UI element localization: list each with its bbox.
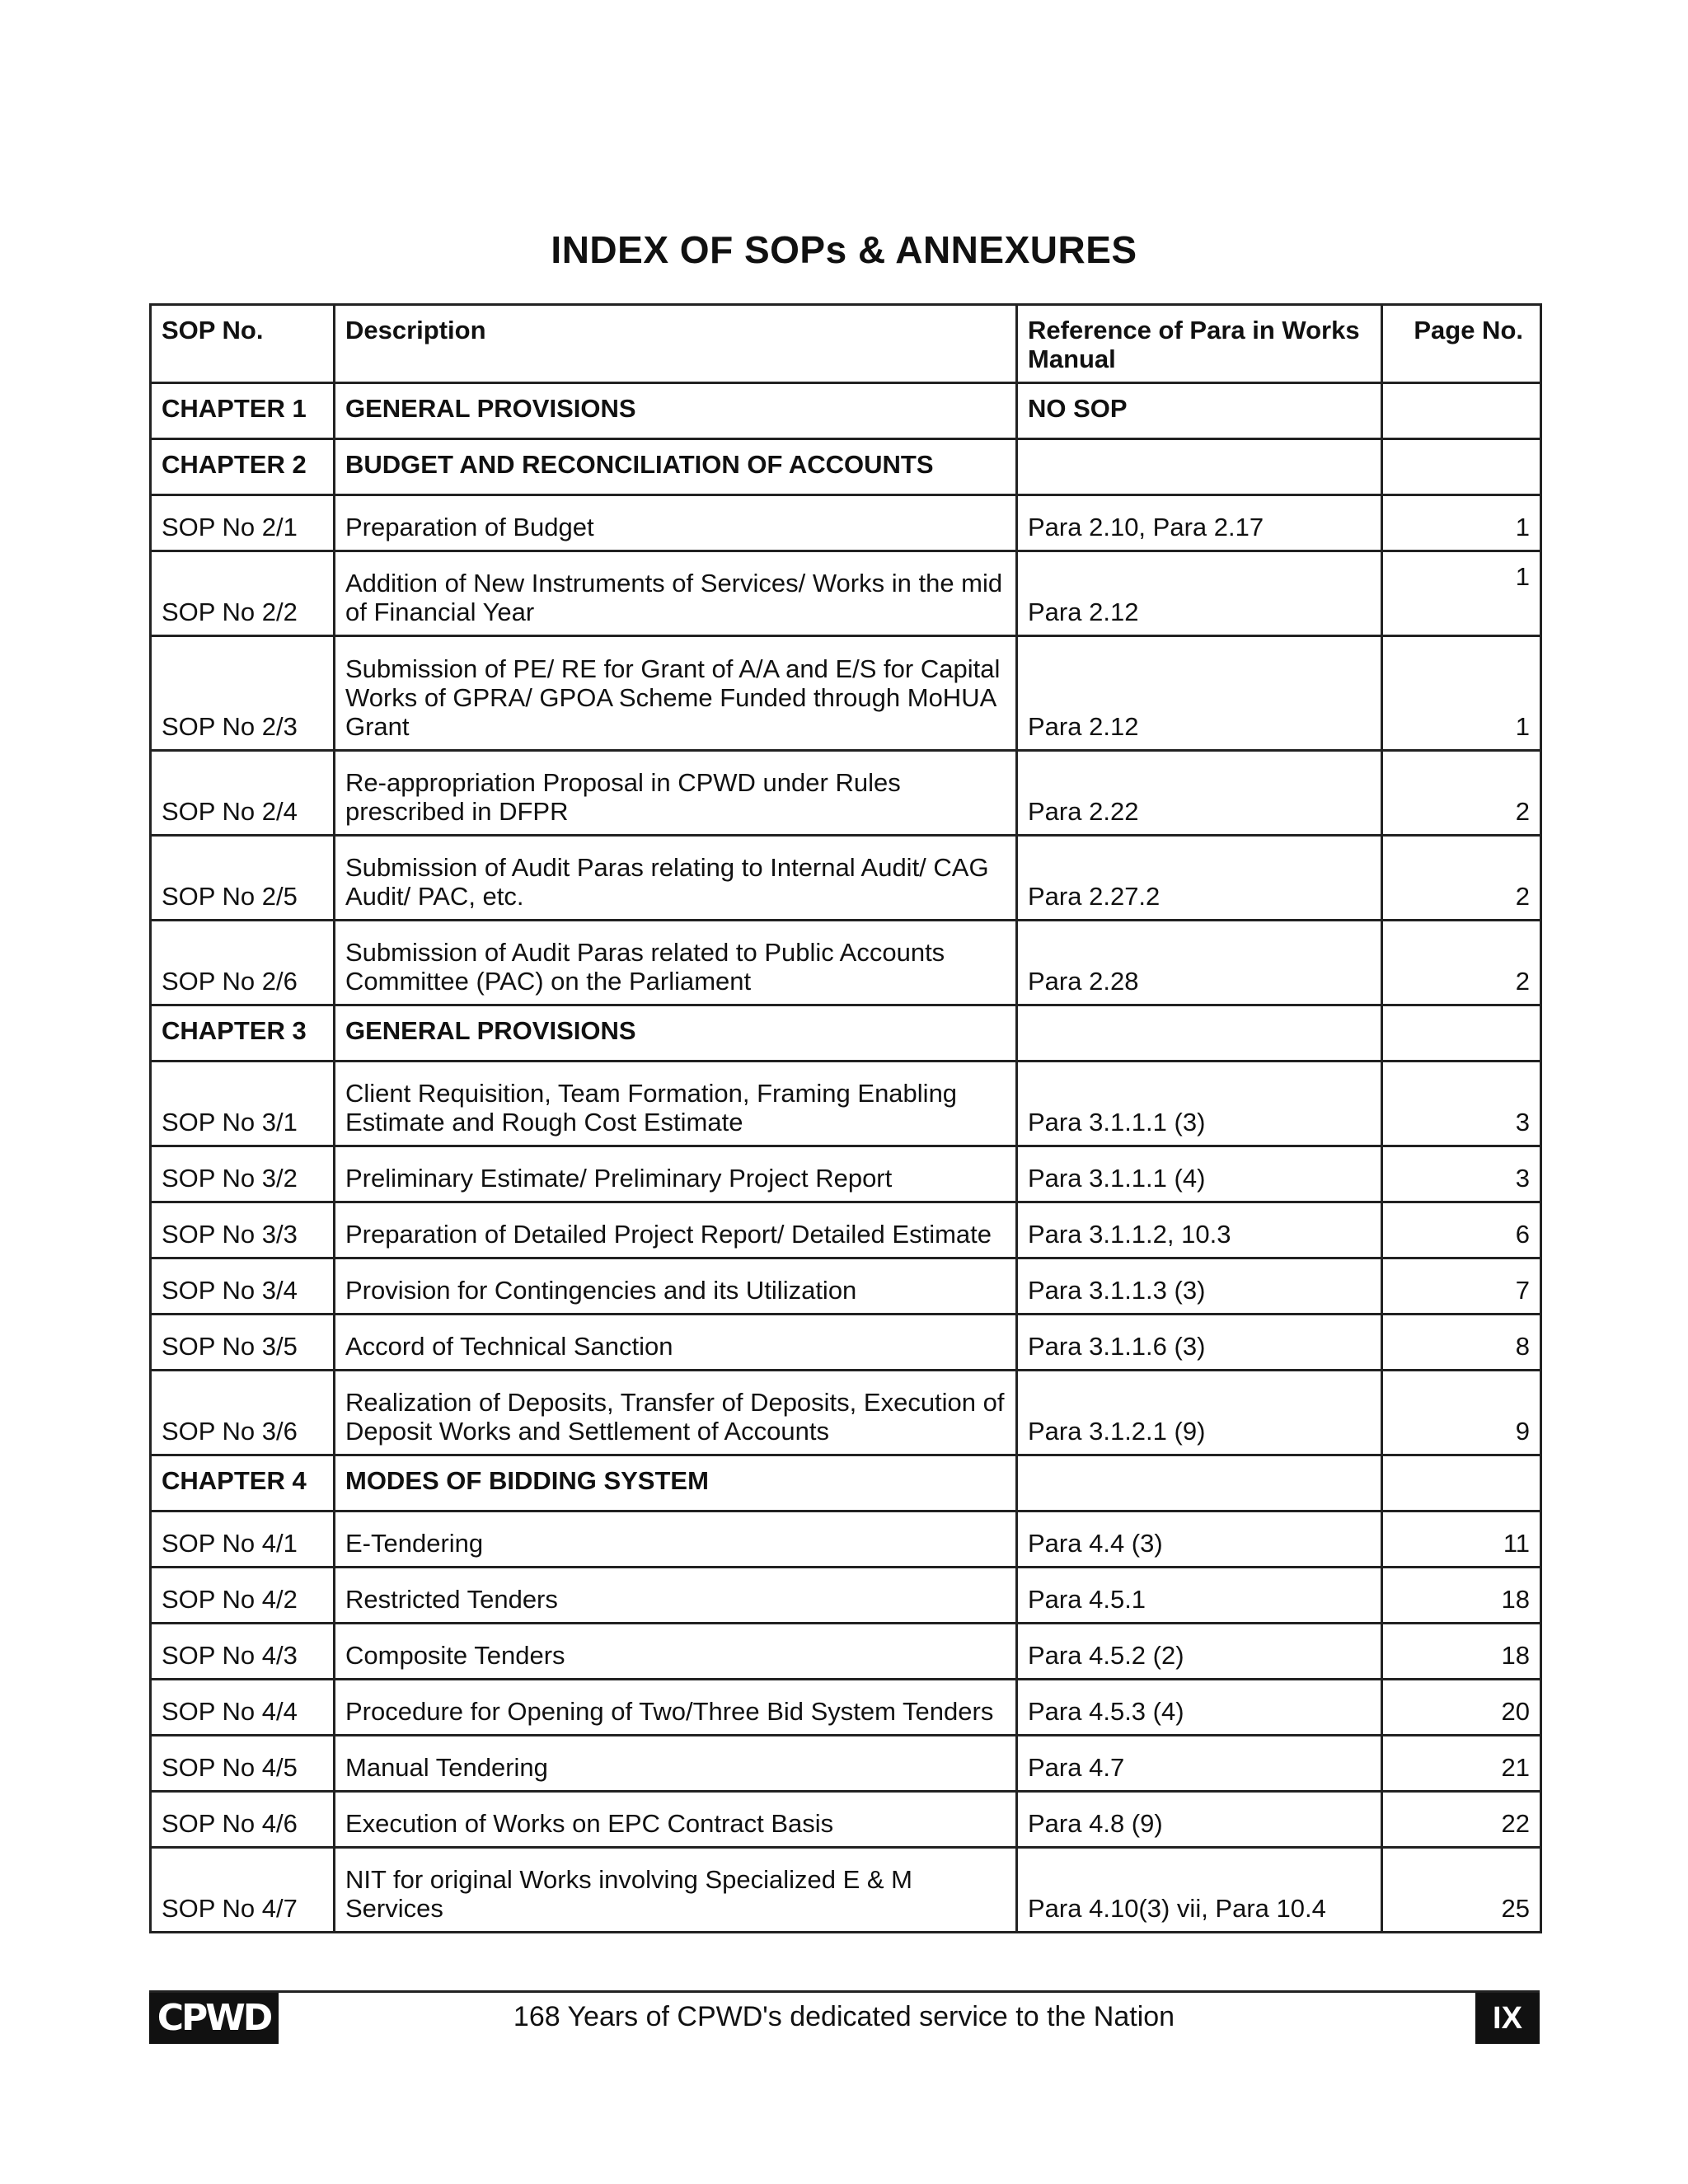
chapter-title: BUDGET AND RECONCILIATION OF ACCOUNTS	[335, 439, 1017, 495]
header-para-reference: Reference of Para in Works Manual	[1017, 305, 1382, 383]
sop-number: SOP No 3/3	[151, 1202, 335, 1258]
sop-description: Composite Tenders	[335, 1624, 1017, 1680]
para-reference: Para 4.5.3 (4)	[1017, 1680, 1382, 1736]
sop-description: Execution of Works on EPC Contract Basis	[335, 1792, 1017, 1848]
page-number: 9	[1382, 1371, 1541, 1455]
chapter-reference: NO SOP	[1017, 383, 1382, 439]
sop-number: SOP No 4/4	[151, 1680, 335, 1736]
sop-description: Submission of Audit Paras relating to Internal Audit/ CAG Audit/ PAC, etc.	[335, 836, 1017, 921]
page-number-badge: IX	[1475, 1993, 1540, 2044]
page-number: 18	[1382, 1568, 1541, 1624]
para-reference: Para 4.7	[1017, 1736, 1382, 1792]
table-row	[151, 921, 1541, 1005]
para-reference: Para 3.1.1.1 (3)	[1017, 1062, 1382, 1146]
chapter-row	[151, 439, 1541, 495]
cpwd-logo-text: CPWD	[157, 1997, 271, 2039]
sop-description: NIT for original Works involving Specialized E & M Services	[335, 1848, 1017, 1933]
sop-number: SOP No 3/5	[151, 1315, 335, 1371]
sop-number: SOP No 2/6	[151, 921, 335, 1005]
table-row	[151, 1624, 1541, 1680]
chapter-row	[151, 1005, 1541, 1062]
table-row	[151, 1371, 1541, 1455]
page-number: 3	[1382, 1062, 1541, 1146]
sop-number: SOP No 3/4	[151, 1258, 335, 1315]
footer-divider	[149, 1990, 1540, 1993]
table-row	[151, 751, 1541, 836]
header-description: Description	[335, 305, 1017, 383]
chapter-page	[1382, 383, 1541, 439]
chapter-number: CHAPTER 2	[151, 439, 335, 495]
page-number: 18	[1382, 1624, 1541, 1680]
table-row	[151, 1202, 1541, 1258]
table-row	[151, 495, 1541, 551]
para-reference: Para 4.10(3) vii, Para 10.4	[1017, 1848, 1382, 1933]
table-row	[151, 1848, 1541, 1933]
sop-number: SOP No 3/1	[151, 1062, 335, 1146]
page-number: 2	[1382, 751, 1541, 836]
sop-description: Provision for Contingencies and its Utilization	[335, 1258, 1017, 1315]
para-reference: Para 2.10, Para 2.17	[1017, 495, 1382, 551]
para-reference: Para 3.1.1.1 (4)	[1017, 1146, 1382, 1202]
table-row	[151, 636, 1541, 751]
page-number: 21	[1382, 1736, 1541, 1792]
para-reference: Para 2.12	[1017, 551, 1382, 636]
sop-description: Restricted Tenders	[335, 1568, 1017, 1624]
sop-number: SOP No 3/2	[151, 1146, 335, 1202]
para-reference: Para 2.22	[1017, 751, 1382, 836]
sop-description: Preparation of Budget	[335, 495, 1017, 551]
sop-number: SOP No 3/6	[151, 1371, 335, 1455]
sop-number: SOP No 2/3	[151, 636, 335, 751]
sop-index-table	[149, 303, 1542, 1933]
chapter-reference	[1017, 1455, 1382, 1511]
para-reference: Para 4.8 (9)	[1017, 1792, 1382, 1848]
page-number: 11	[1382, 1511, 1541, 1568]
table-row	[151, 1062, 1541, 1146]
chapter-title: MODES OF BIDDING SYSTEM	[335, 1455, 1017, 1511]
para-reference: Para 3.1.2.1 (9)	[1017, 1371, 1382, 1455]
sop-number: SOP No 2/1	[151, 495, 335, 551]
sop-description: Accord of Technical Sanction	[335, 1315, 1017, 1371]
sop-number: SOP No 4/6	[151, 1792, 335, 1848]
footer-tagline: 168 Years of CPWD's dedicated service to the Nation	[513, 2001, 1175, 2032]
sop-description: Procedure for Opening of Two/Three Bid System Tenders	[335, 1680, 1017, 1736]
para-reference: Para 4.5.2 (2)	[1017, 1624, 1382, 1680]
para-reference: Para 3.1.1.6 (3)	[1017, 1315, 1382, 1371]
para-reference: Para 2.28	[1017, 921, 1382, 1005]
table-row	[151, 1315, 1541, 1371]
page-number: 20	[1382, 1680, 1541, 1736]
sop-description: Submission of PE/ RE for Grant of A/A and E/S for Capital Works of GPRA/ GPOA Scheme Funded through MoHUA Grant	[335, 636, 1017, 751]
chapter-page	[1382, 439, 1541, 495]
para-reference: Para 3.1.1.2, 10.3	[1017, 1202, 1382, 1258]
page-number: 1	[1382, 551, 1541, 636]
table-row	[151, 1511, 1541, 1568]
sop-description: Submission of Audit Paras related to Public Accounts Committee (PAC) on the Parliament	[335, 921, 1017, 1005]
page-number: 25	[1382, 1848, 1541, 1933]
para-reference: Para 4.4 (3)	[1017, 1511, 1382, 1568]
table-row	[151, 1736, 1541, 1792]
table-row	[151, 1792, 1541, 1848]
chapter-number: CHAPTER 1	[151, 383, 335, 439]
chapter-title: GENERAL PROVISIONS	[335, 383, 1017, 439]
chapter-reference	[1017, 1005, 1382, 1062]
chapter-reference	[1017, 439, 1382, 495]
para-reference: Para 3.1.1.3 (3)	[1017, 1258, 1382, 1315]
sop-number: SOP No 4/2	[151, 1568, 335, 1624]
table-row	[151, 836, 1541, 921]
page-number: 1	[1382, 636, 1541, 751]
para-reference: Para 2.12	[1017, 636, 1382, 751]
chapter-number: CHAPTER 3	[151, 1005, 335, 1062]
page-number: 1	[1382, 495, 1541, 551]
sop-number: SOP No 2/4	[151, 751, 335, 836]
table-row	[151, 1146, 1541, 1202]
para-reference: Para 2.27.2	[1017, 836, 1382, 921]
chapter-row	[151, 1455, 1541, 1511]
sop-description: Re-appropriation Proposal in CPWD under Rules prescribed in DFPR	[335, 751, 1017, 836]
table-row	[151, 1680, 1541, 1736]
chapter-title: GENERAL PROVISIONS	[335, 1005, 1017, 1062]
table-row	[151, 1568, 1541, 1624]
page-number: 3	[1382, 1146, 1541, 1202]
sop-number: SOP No 4/3	[151, 1624, 335, 1680]
table-header-row	[151, 305, 1541, 383]
header-page-no: Page No.	[1382, 305, 1541, 383]
chapter-row	[151, 383, 1541, 439]
sop-description: Preparation of Detailed Project Report/ Detailed Estimate	[335, 1202, 1017, 1258]
sop-number: SOP No 2/2	[151, 551, 335, 636]
page-number: 2	[1382, 836, 1541, 921]
sop-description: Manual Tendering	[335, 1736, 1017, 1792]
sop-description: Realization of Deposits, Transfer of Deposits, Execution of Deposit Works and Settlement of Accounts	[335, 1371, 1017, 1455]
sop-description: E-Tendering	[335, 1511, 1017, 1568]
sop-description: Client Requisition, Team Formation, Framing Enabling Estimate and Rough Cost Estimate	[335, 1062, 1017, 1146]
sop-description: Preliminary Estimate/ Preliminary Project Report	[335, 1146, 1017, 1202]
page-number: 6	[1382, 1202, 1541, 1258]
table-row	[151, 551, 1541, 636]
sop-number: SOP No 4/1	[151, 1511, 335, 1568]
chapter-page	[1382, 1455, 1541, 1511]
para-reference: Para 4.5.1	[1017, 1568, 1382, 1624]
page-number: 8	[1382, 1315, 1541, 1371]
page-title: INDEX OF SOPs & ANNEXURES	[551, 228, 1137, 271]
page-number: 22	[1382, 1792, 1541, 1848]
header-sop-no: SOP No.	[151, 305, 335, 383]
page-number: 2	[1382, 921, 1541, 1005]
sop-number: SOP No 4/5	[151, 1736, 335, 1792]
page-number: 7	[1382, 1258, 1541, 1315]
sop-number: SOP No 4/7	[151, 1848, 335, 1933]
sop-number: SOP No 2/5	[151, 836, 335, 921]
sop-description: Addition of New Instruments of Services/ Works in the mid of Financial Year	[335, 551, 1017, 636]
table-row	[151, 1258, 1541, 1315]
chapter-number: CHAPTER 4	[151, 1455, 335, 1511]
chapter-page	[1382, 1005, 1541, 1062]
